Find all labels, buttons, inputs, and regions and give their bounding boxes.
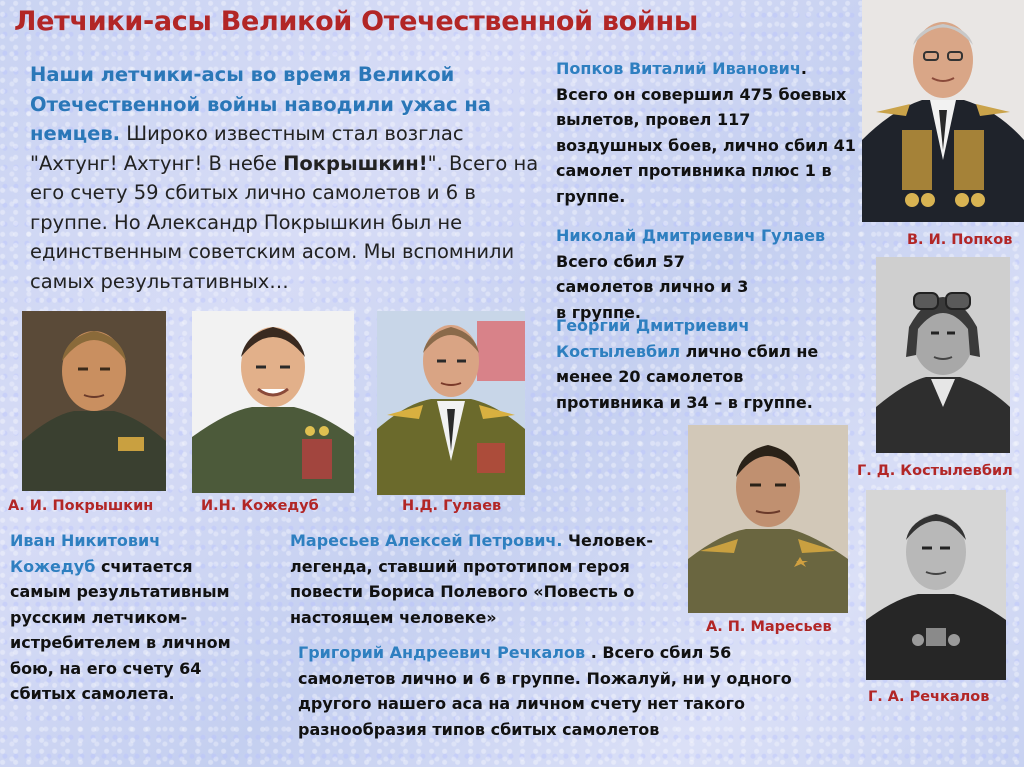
gulaev-text [556,223,856,325]
caption-kozhedub: И.Н. Кожедуб [201,498,319,514]
portrait-gulaev-image [377,311,525,495]
caption-pokryshkin: А. И. Покрышкин [8,498,154,514]
intro-part1: Широко известным стал возглас "Ахтунг! Ахтунг! В небе [30,122,464,175]
caption-popkov: В. И. Попков [907,232,1013,248]
photo-popkov [862,0,1024,222]
photo-pokryshkin [22,311,166,491]
gulaev-body: Всего сбил 57 самолетов лично и 3 в группе. [556,251,749,322]
popkov-dot: . [800,59,807,78]
page-title: Летчики-асы Великой Отечественной войны [14,6,699,37]
caption-kostylev: Г. Д. Костылевбил [857,463,1013,479]
intro-bold-name: Покрышкин! [283,151,428,175]
portrait-rechkalov-image [866,490,1006,680]
maresev-text [290,528,685,630]
maresev-body: Человек-легенда, ставший прототипом героя повести Бориса Полевого «Повесть о настоящем человеке» [290,531,654,627]
intro-paragraph [30,60,550,296]
rechkalov-text [298,640,823,742]
caption-maresev: А. П. Маресьев [706,619,832,635]
popkov-body: Всего он совершил 475 боевых вылетов, провел 117 воздушных боев, лично сбил 41 самолет противника плюс 1 в группе. [556,84,856,206]
kostylev-body: лично сбил не менее 20 самолетов противника и 34 – в группе. [556,341,819,412]
photo-gulaev [377,311,525,495]
portrait-kozhedub-image [192,311,354,493]
kozhedub-text [10,528,250,707]
portrait-popkov-image [862,0,1024,222]
kozhedub-body: считается самым результативным русским летчиком-истребителем в личном бою, на его счету 64 сбитых самолета. [10,556,231,703]
rechkalov-body: . Всего сбил 56 самолетов лично и 6 в группе. Пожалуй, ни у одного другого нашего аса на личном счету нет такого разнообразия типов сбитых самолетов [298,643,792,739]
photo-maresev [688,425,848,613]
portrait-pokryshkin-image [22,311,166,491]
popkov-name: Попков Виталий Иванович [556,59,801,78]
kozhedub-name: Иван Никитович Кожедуб [10,531,161,576]
caption-gulaev: Н.Д. Гулаев [402,498,502,514]
rechkalov-name: Григорий Андреевич Речкалов [298,643,586,662]
popkov-text [556,56,856,209]
kostylev-name: Георгий Дмитриевич Костылевбил [556,316,750,361]
photo-kostylev [876,257,1010,453]
kostylev-text [556,313,846,415]
intro-lead: Наши летчики-асы во время Великой Отечественной войны наводили ужас на немцев. [30,63,492,145]
photo-kozhedub [192,311,354,493]
photo-rechkalov [866,490,1006,680]
intro-part2: ". Всего на его счету 59 сбитых лично самолетов и 6 в группе. Но Александр Покрышкин был не единственным советским асом. Мы вспомнили самых результативных… [30,151,539,293]
gulaev-name: Николай Дмитриевич Гулаев [556,226,826,245]
portrait-kostylev-image [876,257,1010,453]
portrait-maresev-image [688,425,848,613]
maresev-name: Маресьев Алексей Петрович. [290,531,563,550]
caption-rechkalov: Г. А. Речкалов [868,689,990,705]
